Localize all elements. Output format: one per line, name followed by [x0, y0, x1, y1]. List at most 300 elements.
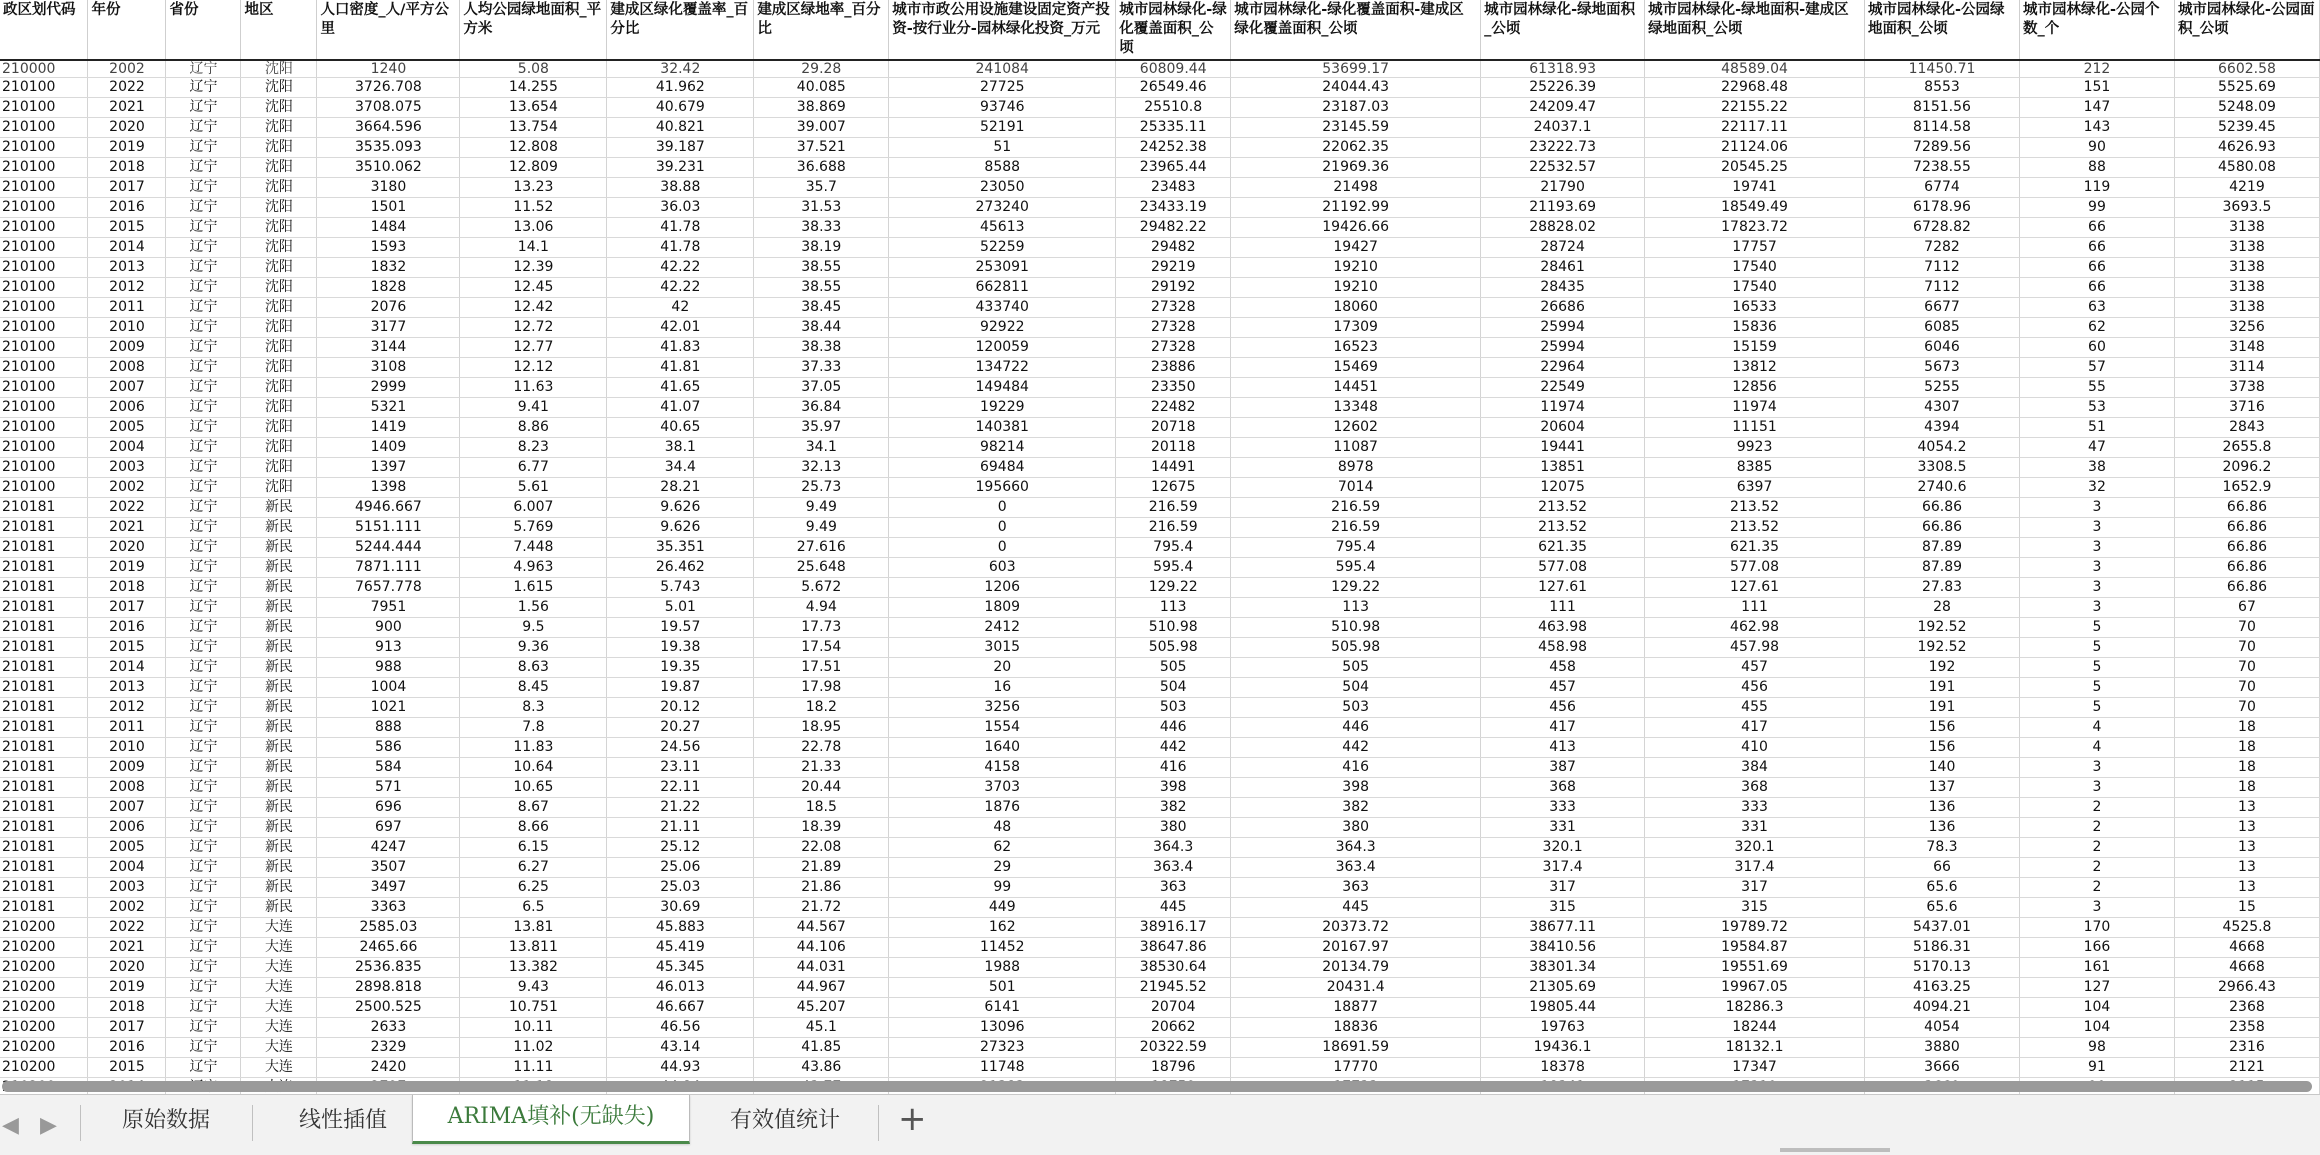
- grid-cell[interactable]: 3138: [2174, 218, 2319, 238]
- grid-cell[interactable]: 20118: [1116, 438, 1231, 458]
- grid-cell[interactable]: 沈阳: [241, 258, 317, 278]
- grid-cell[interactable]: 13851: [1481, 458, 1645, 478]
- grid-cell[interactable]: 11748: [889, 1058, 1116, 1078]
- grid-cell[interactable]: 辽宁: [166, 738, 241, 758]
- grid-cell[interactable]: 13.23: [460, 178, 607, 198]
- grid-cell[interactable]: 603: [889, 558, 1116, 578]
- grid-cell[interactable]: 32.42: [607, 60, 754, 78]
- grid-cell[interactable]: 辽宁: [166, 958, 241, 978]
- grid-cell[interactable]: 3535.093: [317, 138, 460, 158]
- grid-cell[interactable]: 11.02: [460, 1038, 607, 1058]
- grid-cell[interactable]: 446: [1231, 718, 1481, 738]
- grid-cell[interactable]: 363.4: [1116, 858, 1231, 878]
- grid-cell[interactable]: 辽宁: [166, 178, 241, 198]
- grid-cell[interactable]: 21124.06: [1645, 138, 1865, 158]
- grid-cell[interactable]: 6.15: [460, 838, 607, 858]
- grid-cell[interactable]: 沈阳: [241, 378, 317, 398]
- grid-cell[interactable]: 42.22: [607, 258, 754, 278]
- grid-cell[interactable]: 新民: [241, 518, 317, 538]
- grid-cell[interactable]: 6.77: [460, 458, 607, 478]
- grid-cell[interactable]: 5.61: [460, 478, 607, 498]
- grid-cell[interactable]: 19426.66: [1231, 218, 1481, 238]
- grid-cell[interactable]: 2420: [317, 1058, 460, 1078]
- grid-cell[interactable]: 19967.05: [1645, 978, 1865, 998]
- grid-cell[interactable]: 2019: [88, 138, 166, 158]
- grid-cell[interactable]: 22062.35: [1231, 138, 1481, 158]
- grid-cell[interactable]: 380: [1231, 818, 1481, 838]
- grid-cell[interactable]: 2018: [88, 998, 166, 1018]
- grid-cell[interactable]: 42: [607, 298, 754, 318]
- column-header[interactable]: 城市园林绿化-绿化覆盖面积_公顷: [1116, 0, 1231, 60]
- grid-cell[interactable]: 18877: [1231, 998, 1481, 1018]
- grid-cell[interactable]: 辽宁: [166, 858, 241, 878]
- grid-cell[interactable]: 辽宁: [166, 598, 241, 618]
- grid-cell[interactable]: 40.65: [607, 418, 754, 438]
- grid-cell[interactable]: 2022: [88, 498, 166, 518]
- grid-cell[interactable]: 210181: [0, 618, 88, 638]
- grid-cell[interactable]: 17.54: [754, 638, 889, 658]
- grid-cell[interactable]: 辽宁: [166, 458, 241, 478]
- grid-cell[interactable]: 42.01: [607, 318, 754, 338]
- grid-cell[interactable]: 25226.39: [1481, 78, 1645, 98]
- grid-cell[interactable]: 23222.73: [1481, 138, 1645, 158]
- grid-cell[interactable]: 41.81: [607, 358, 754, 378]
- grid-cell[interactable]: 20431.4: [1231, 978, 1481, 998]
- grid-cell[interactable]: 沈阳: [241, 218, 317, 238]
- grid-cell[interactable]: 2002: [88, 898, 166, 918]
- grid-cell[interactable]: 18.5: [754, 798, 889, 818]
- tab-arima-fill[interactable]: ARIMA填补(无缺失): [412, 1095, 690, 1144]
- grid-cell[interactable]: 273240: [889, 198, 1116, 218]
- grid-cell[interactable]: 216.59: [1116, 518, 1231, 538]
- grid-cell[interactable]: 3138: [2174, 298, 2319, 318]
- grid-cell[interactable]: 2014: [88, 238, 166, 258]
- grid-cell[interactable]: 1809: [889, 598, 1116, 618]
- grid-cell[interactable]: 沈阳: [241, 238, 317, 258]
- grid-cell[interactable]: 12675: [1116, 478, 1231, 498]
- grid-cell[interactable]: 2015: [88, 1058, 166, 1078]
- grid-cell[interactable]: 3138: [2174, 278, 2319, 298]
- grid-cell[interactable]: 210200: [0, 918, 88, 938]
- grid-cell[interactable]: 5.672: [754, 578, 889, 598]
- grid-cell[interactable]: 2015: [88, 218, 166, 238]
- grid-cell[interactable]: 2585.03: [317, 918, 460, 938]
- grid-cell[interactable]: 1240: [317, 60, 460, 78]
- grid-cell[interactable]: 40.821: [607, 118, 754, 138]
- grid-cell[interactable]: 辽宁: [166, 158, 241, 178]
- grid-cell[interactable]: 2740.6: [1865, 478, 2020, 498]
- grid-cell[interactable]: 大连: [241, 958, 317, 978]
- column-header[interactable]: 人口密度_人/平方公里: [317, 0, 460, 60]
- grid-cell[interactable]: 11087: [1231, 438, 1481, 458]
- grid-cell[interactable]: 137: [1865, 778, 2020, 798]
- grid-cell[interactable]: 210181: [0, 598, 88, 618]
- grid-cell[interactable]: 28435: [1481, 278, 1645, 298]
- grid-cell[interactable]: 5244.444: [317, 538, 460, 558]
- grid-cell[interactable]: 3108: [317, 358, 460, 378]
- tab-valid-stats[interactable]: 有效值统计: [729, 1108, 840, 1133]
- grid-cell[interactable]: 辽宁: [166, 878, 241, 898]
- grid-cell[interactable]: 2004: [88, 858, 166, 878]
- grid-cell[interactable]: 2022: [88, 918, 166, 938]
- grid-cell[interactable]: 8.63: [460, 658, 607, 678]
- grid-cell[interactable]: 213.52: [1645, 518, 1865, 538]
- grid-cell[interactable]: 18691.59: [1231, 1038, 1481, 1058]
- grid-cell[interactable]: 17757: [1645, 238, 1865, 258]
- grid-cell[interactable]: 210100: [0, 198, 88, 218]
- grid-cell[interactable]: 41.07: [607, 398, 754, 418]
- grid-cell[interactable]: 2006: [88, 818, 166, 838]
- grid-cell[interactable]: 19741: [1645, 178, 1865, 198]
- add-sheet-button[interactable]: +: [898, 1099, 927, 1139]
- grid-cell[interactable]: 2012: [88, 698, 166, 718]
- grid-cell[interactable]: 3256: [889, 698, 1116, 718]
- grid-cell[interactable]: 398: [1231, 778, 1481, 798]
- grid-cell[interactable]: 380: [1116, 818, 1231, 838]
- grid-cell[interactable]: 149484: [889, 378, 1116, 398]
- grid-cell[interactable]: 51: [889, 138, 1116, 158]
- grid-cell[interactable]: 213.52: [1645, 498, 1865, 518]
- grid-cell[interactable]: 14451: [1231, 378, 1481, 398]
- grid-cell[interactable]: 4626.93: [2174, 138, 2319, 158]
- grid-cell[interactable]: 13: [2174, 818, 2319, 838]
- grid-cell[interactable]: 66.86: [1865, 518, 2020, 538]
- grid-cell[interactable]: 119: [2019, 178, 2174, 198]
- grid-cell[interactable]: 27.616: [754, 538, 889, 558]
- grid-cell[interactable]: 87.89: [1865, 558, 2020, 578]
- grid-cell[interactable]: 4: [2019, 718, 2174, 738]
- grid-cell[interactable]: 4668: [2174, 938, 2319, 958]
- grid-cell[interactable]: 25335.11: [1116, 118, 1231, 138]
- grid-cell[interactable]: 28724: [1481, 238, 1645, 258]
- grid-cell[interactable]: 15: [2174, 898, 2319, 918]
- grid-cell[interactable]: 38.38: [754, 338, 889, 358]
- grid-cell[interactable]: 辽宁: [166, 498, 241, 518]
- grid-cell[interactable]: 13: [2174, 858, 2319, 878]
- grid-cell[interactable]: 18796: [1116, 1058, 1231, 1078]
- grid-cell[interactable]: 210100: [0, 78, 88, 98]
- grid-cell[interactable]: 120059: [889, 338, 1116, 358]
- grid-cell[interactable]: 417: [1481, 718, 1645, 738]
- grid-cell[interactable]: 20373.72: [1231, 918, 1481, 938]
- grid-cell[interactable]: 19436.1: [1481, 1038, 1645, 1058]
- grid-cell[interactable]: 11.11: [460, 1058, 607, 1078]
- grid-cell[interactable]: 7.448: [460, 538, 607, 558]
- grid-cell[interactable]: 3726.708: [317, 78, 460, 98]
- grid-cell[interactable]: 210100: [0, 178, 88, 198]
- grid-cell[interactable]: 20.44: [754, 778, 889, 798]
- grid-cell[interactable]: 辽宁: [166, 898, 241, 918]
- column-header[interactable]: 城市园林绿化-公园个数_个: [2019, 0, 2174, 60]
- grid-cell[interactable]: 2009: [88, 338, 166, 358]
- grid-cell[interactable]: 60: [2019, 338, 2174, 358]
- tab-raw-data[interactable]: 原始数据: [121, 1108, 210, 1133]
- grid-cell[interactable]: 795.4: [1231, 538, 1481, 558]
- grid-cell[interactable]: 6.25: [460, 878, 607, 898]
- grid-cell[interactable]: 35.7: [754, 178, 889, 198]
- grid-cell[interactable]: 210000: [0, 60, 88, 78]
- grid-cell[interactable]: 25.12: [607, 838, 754, 858]
- grid-cell[interactable]: 4580.08: [2174, 158, 2319, 178]
- grid-cell[interactable]: 辽宁: [166, 558, 241, 578]
- grid-cell[interactable]: 辽宁: [166, 618, 241, 638]
- grid-cell[interactable]: 21.72: [754, 898, 889, 918]
- grid-cell[interactable]: 900: [317, 618, 460, 638]
- grid-cell[interactable]: 1419: [317, 418, 460, 438]
- grid-cell[interactable]: 17770: [1231, 1058, 1481, 1078]
- grid-cell[interactable]: 45.883: [607, 918, 754, 938]
- grid-cell[interactable]: 38.44: [754, 318, 889, 338]
- grid-cell[interactable]: 210181: [0, 698, 88, 718]
- grid-cell[interactable]: 3664.596: [317, 118, 460, 138]
- grid-cell[interactable]: 20545.25: [1645, 158, 1865, 178]
- grid-cell[interactable]: 5.743: [607, 578, 754, 598]
- grid-cell[interactable]: 38530.64: [1116, 958, 1231, 978]
- grid-cell[interactable]: 210181: [0, 558, 88, 578]
- grid-cell[interactable]: 13: [2174, 838, 2319, 858]
- grid-cell[interactable]: 913: [317, 638, 460, 658]
- grid-cell[interactable]: 2012: [88, 278, 166, 298]
- grid-cell[interactable]: 2020: [88, 958, 166, 978]
- grid-cell[interactable]: 6728.82: [1865, 218, 2020, 238]
- grid-cell[interactable]: 38.19: [754, 238, 889, 258]
- grid-cell[interactable]: 1484: [317, 218, 460, 238]
- grid-cell[interactable]: 26686: [1481, 298, 1645, 318]
- grid-cell[interactable]: 5: [2019, 658, 2174, 678]
- grid-cell[interactable]: 39.187: [607, 138, 754, 158]
- grid-cell[interactable]: 2019: [88, 558, 166, 578]
- grid-cell[interactable]: 888: [317, 718, 460, 738]
- grid-cell[interactable]: 317.4: [1645, 858, 1865, 878]
- grid-cell[interactable]: 2465.66: [317, 938, 460, 958]
- grid-cell[interactable]: 253091: [889, 258, 1116, 278]
- grid-cell[interactable]: 3507: [317, 858, 460, 878]
- grid-cell[interactable]: 新民: [241, 838, 317, 858]
- grid-cell[interactable]: 505.98: [1116, 638, 1231, 658]
- grid-cell[interactable]: 1876: [889, 798, 1116, 818]
- grid-cell[interactable]: 140: [1865, 758, 2020, 778]
- grid-cell[interactable]: 10.11: [460, 1018, 607, 1038]
- grid-cell[interactable]: 13: [2174, 798, 2319, 818]
- grid-cell[interactable]: 8.23: [460, 438, 607, 458]
- grid-cell[interactable]: 210100: [0, 378, 88, 398]
- grid-cell[interactable]: 46.013: [607, 978, 754, 998]
- grid-cell[interactable]: 584: [317, 758, 460, 778]
- grid-cell[interactable]: 27328: [1116, 318, 1231, 338]
- grid-cell[interactable]: 387: [1481, 758, 1645, 778]
- grid-cell[interactable]: 382: [1116, 798, 1231, 818]
- grid-cell[interactable]: 辽宁: [166, 418, 241, 438]
- grid-cell[interactable]: 1397: [317, 458, 460, 478]
- prev-sheet-icon[interactable]: ◀: [2, 1113, 19, 1138]
- grid-cell[interactable]: 216.59: [1231, 518, 1481, 538]
- grid-cell[interactable]: 18: [2174, 758, 2319, 778]
- grid-cell[interactable]: 510.98: [1231, 618, 1481, 638]
- grid-cell[interactable]: 辽宁: [166, 478, 241, 498]
- grid-cell[interactable]: 沈阳: [241, 438, 317, 458]
- grid-cell[interactable]: 11151: [1645, 418, 1865, 438]
- grid-cell[interactable]: 2010: [88, 738, 166, 758]
- grid-cell[interactable]: 8.3: [460, 698, 607, 718]
- grid-cell[interactable]: 新民: [241, 578, 317, 598]
- grid-cell[interactable]: 52191: [889, 118, 1116, 138]
- grid-cell[interactable]: 1501: [317, 198, 460, 218]
- grid-cell[interactable]: 18: [2174, 778, 2319, 798]
- grid-cell[interactable]: 19427: [1231, 238, 1481, 258]
- grid-cell[interactable]: 8978: [1231, 458, 1481, 478]
- grid-cell[interactable]: 44.567: [754, 918, 889, 938]
- grid-cell[interactable]: 3256: [2174, 318, 2319, 338]
- grid-cell[interactable]: 新民: [241, 538, 317, 558]
- grid-cell[interactable]: 36.03: [607, 198, 754, 218]
- grid-cell[interactable]: 216.59: [1231, 498, 1481, 518]
- grid-cell[interactable]: 317.4: [1481, 858, 1645, 878]
- grid-cell[interactable]: 333: [1481, 798, 1645, 818]
- grid-cell[interactable]: 463.98: [1481, 618, 1645, 638]
- grid-cell[interactable]: 8.86: [460, 418, 607, 438]
- grid-cell[interactable]: 2006: [88, 398, 166, 418]
- grid-cell[interactable]: 22117.11: [1645, 118, 1865, 138]
- grid-cell[interactable]: 9.5: [460, 618, 607, 638]
- grid-cell[interactable]: 1409: [317, 438, 460, 458]
- grid-cell[interactable]: 7282: [1865, 238, 2020, 258]
- grid-cell[interactable]: 24.56: [607, 738, 754, 758]
- grid-cell[interactable]: 2007: [88, 378, 166, 398]
- grid-cell[interactable]: 2011: [88, 298, 166, 318]
- grid-cell[interactable]: 2: [2019, 798, 2174, 818]
- grid-cell[interactable]: 70: [2174, 618, 2319, 638]
- grid-cell[interactable]: 11974: [1481, 398, 1645, 418]
- grid-cell[interactable]: 192: [1865, 658, 2020, 678]
- grid-cell[interactable]: 辽宁: [166, 758, 241, 778]
- grid-cell[interactable]: 13.811: [460, 938, 607, 958]
- grid-cell[interactable]: 19210: [1231, 258, 1481, 278]
- grid-cell[interactable]: 98: [2019, 1038, 2174, 1058]
- grid-cell[interactable]: 8.45: [460, 678, 607, 698]
- grid-cell[interactable]: 沈阳: [241, 98, 317, 118]
- grid-cell[interactable]: 11452: [889, 938, 1116, 958]
- grid-cell[interactable]: 1832: [317, 258, 460, 278]
- grid-cell[interactable]: 6.007: [460, 498, 607, 518]
- grid-cell[interactable]: 210100: [0, 258, 88, 278]
- column-header[interactable]: 城市园林绿化-绿地面积-建成区绿地面积_公顷: [1645, 0, 1865, 60]
- grid-cell[interactable]: 9.49: [754, 518, 889, 538]
- grid-cell[interactable]: 38.55: [754, 278, 889, 298]
- grid-cell[interactable]: 9923: [1645, 438, 1865, 458]
- grid-cell[interactable]: 210100: [0, 298, 88, 318]
- grid-cell[interactable]: 29482.22: [1116, 218, 1231, 238]
- grid-cell[interactable]: 3510.062: [317, 158, 460, 178]
- grid-cell[interactable]: 456: [1645, 678, 1865, 698]
- grid-cell[interactable]: 210181: [0, 658, 88, 678]
- grid-cell[interactable]: 29482: [1116, 238, 1231, 258]
- grid-cell[interactable]: 136: [1865, 798, 2020, 818]
- grid-cell[interactable]: 416: [1116, 758, 1231, 778]
- grid-cell[interactable]: 辽宁: [166, 818, 241, 838]
- grid-cell[interactable]: 6.5: [460, 898, 607, 918]
- grid-cell[interactable]: 331: [1481, 818, 1645, 838]
- grid-cell[interactable]: 辽宁: [166, 1018, 241, 1038]
- grid-cell[interactable]: 4247: [317, 838, 460, 858]
- grid-cell[interactable]: 462.98: [1645, 618, 1865, 638]
- grid-cell[interactable]: 12.12: [460, 358, 607, 378]
- grid-cell[interactable]: 5248.09: [2174, 98, 2319, 118]
- grid-cell[interactable]: 18286.3: [1645, 998, 1865, 1018]
- grid-cell[interactable]: 457: [1645, 658, 1865, 678]
- grid-cell[interactable]: 320.1: [1481, 838, 1645, 858]
- grid-cell[interactable]: 4.94: [754, 598, 889, 618]
- grid-cell[interactable]: 27.83: [1865, 578, 2020, 598]
- grid-cell[interactable]: 2017: [88, 178, 166, 198]
- grid-cell[interactable]: 8.66: [460, 818, 607, 838]
- grid-cell[interactable]: 19763: [1481, 1018, 1645, 1038]
- grid-cell[interactable]: 30.69: [607, 898, 754, 918]
- grid-cell[interactable]: 129.22: [1231, 578, 1481, 598]
- grid-cell[interactable]: 3703: [889, 778, 1116, 798]
- grid-cell[interactable]: 8114.58: [1865, 118, 2020, 138]
- grid-cell[interactable]: 66.86: [2174, 538, 2319, 558]
- grid-cell[interactable]: 2021: [88, 938, 166, 958]
- grid-cell[interactable]: 210200: [0, 1038, 88, 1058]
- grid-cell[interactable]: 19805.44: [1481, 998, 1645, 1018]
- horizontal-scrollbar[interactable]: [0, 1078, 2320, 1094]
- grid-cell[interactable]: 2010: [88, 318, 166, 338]
- grid-cell[interactable]: 32: [2019, 478, 2174, 498]
- grid-cell[interactable]: 363: [1231, 878, 1481, 898]
- grid-cell[interactable]: 沈阳: [241, 358, 317, 378]
- column-header[interactable]: 年份: [88, 0, 166, 60]
- grid-cell[interactable]: 38647.86: [1116, 938, 1231, 958]
- grid-cell[interactable]: 1021: [317, 698, 460, 718]
- column-header[interactable]: 政区划代码: [0, 0, 88, 60]
- grid-cell[interactable]: 210181: [0, 678, 88, 698]
- grid-cell[interactable]: 35.97: [754, 418, 889, 438]
- grid-cell[interactable]: 28.21: [607, 478, 754, 498]
- grid-cell[interactable]: 212: [2019, 60, 2174, 78]
- grid-cell[interactable]: 456: [1481, 698, 1645, 718]
- grid-cell[interactable]: 12602: [1231, 418, 1481, 438]
- grid-cell[interactable]: 9.49: [754, 498, 889, 518]
- grid-cell[interactable]: 23965.44: [1116, 158, 1231, 178]
- grid-cell[interactable]: 586: [317, 738, 460, 758]
- grid-cell[interactable]: 621.35: [1481, 538, 1645, 558]
- grid-cell[interactable]: 20.12: [607, 698, 754, 718]
- grid-cell[interactable]: 210100: [0, 418, 88, 438]
- grid-cell[interactable]: 7112: [1865, 278, 2020, 298]
- grid-cell[interactable]: 12.72: [460, 318, 607, 338]
- grid-cell[interactable]: 417: [1645, 718, 1865, 738]
- grid-cell[interactable]: 25.648: [754, 558, 889, 578]
- grid-cell[interactable]: 14.1: [460, 238, 607, 258]
- grid-cell[interactable]: 7238.55: [1865, 158, 2020, 178]
- grid-cell[interactable]: 8385: [1645, 458, 1865, 478]
- grid-cell[interactable]: 62: [889, 838, 1116, 858]
- grid-cell[interactable]: 17823.72: [1645, 218, 1865, 238]
- grid-cell[interactable]: 445: [1231, 898, 1481, 918]
- grid-cell[interactable]: 新民: [241, 858, 317, 878]
- grid-cell[interactable]: 99: [2019, 198, 2174, 218]
- grid-cell[interactable]: 沈阳: [241, 118, 317, 138]
- grid-cell[interactable]: 2: [2019, 838, 2174, 858]
- grid-cell[interactable]: 331: [1645, 818, 1865, 838]
- grid-cell[interactable]: 2011: [88, 718, 166, 738]
- grid-cell[interactable]: 2018: [88, 578, 166, 598]
- grid-cell[interactable]: 4394: [1865, 418, 2020, 438]
- grid-cell[interactable]: 7014: [1231, 478, 1481, 498]
- grid-cell[interactable]: 2020: [88, 538, 166, 558]
- grid-cell[interactable]: 382: [1231, 798, 1481, 818]
- grid-cell[interactable]: 213.52: [1481, 498, 1645, 518]
